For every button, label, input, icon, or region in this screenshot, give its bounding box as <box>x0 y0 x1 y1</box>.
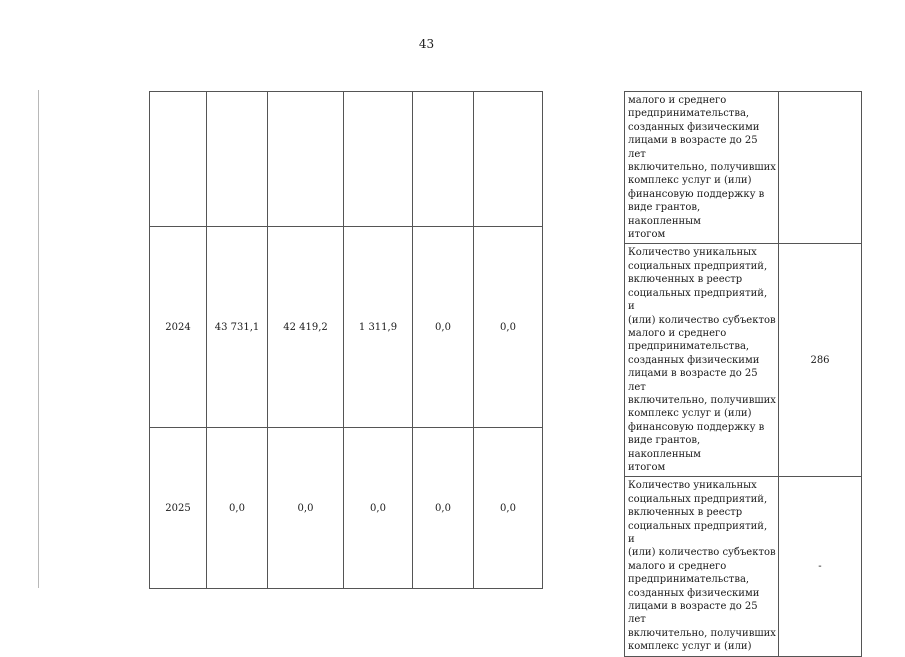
value-cell: 0,0 <box>344 428 413 589</box>
value-cell: 0,0 <box>413 227 474 428</box>
value-cell <box>268 92 344 227</box>
value-cell <box>207 92 268 227</box>
indicator-value: - <box>779 477 862 656</box>
value-cell: 0,0 <box>474 428 543 589</box>
table-row <box>150 92 543 227</box>
indicator-table <box>624 91 862 657</box>
table-row <box>150 428 543 589</box>
table-row <box>625 477 862 656</box>
value-cell <box>344 92 413 227</box>
value-cell <box>413 92 474 227</box>
funding-table <box>149 91 543 589</box>
table-row <box>625 92 862 244</box>
table-row <box>625 244 862 477</box>
value-cell: 0,0 <box>268 428 344 589</box>
indicator-value: 286 <box>779 244 862 477</box>
value-cell: 43 731,1 <box>207 227 268 428</box>
value-cell: 0,0 <box>413 428 474 589</box>
value-cell: 0,0 <box>207 428 268 589</box>
margin-line <box>38 90 39 588</box>
table-row <box>150 227 543 428</box>
indicator-value <box>779 92 862 244</box>
indicator-description: Количество уникальных социальных предприятий, включенных в реестр социальных предприятий, и (или) количество субъектов малого и среднего предпринимательства, созданных физическими лицами в возрасте до 25 лет включительно, получивших комплекс услуг и (или) <box>625 477 779 656</box>
value-cell <box>474 92 543 227</box>
year-cell: 2024 <box>150 227 207 428</box>
indicator-description: малого и среднего предпринимательства, созданных физическими лицами в возрасте до 25 лет включительно, получивших комплекс услуг и (или) финансовую поддержку в виде грантов, накопленным итогом <box>625 92 779 244</box>
value-cell: 42 419,2 <box>268 227 344 428</box>
value-cell: 1 311,9 <box>344 227 413 428</box>
page-number: 43 <box>418 37 435 51</box>
indicator-description: Количество уникальных социальных предприятий, включенных в реестр социальных предприятий, и (или) количество субъектов малого и среднего предпринимательства, созданных физическими лицами в возрасте до 25 лет включительно, получивших комплекс услуг и (или) финансовую поддержку в виде грантов, накопленным итогом <box>625 244 779 477</box>
year-cell <box>150 92 207 227</box>
value-cell: 0,0 <box>474 227 543 428</box>
year-cell: 2025 <box>150 428 207 589</box>
